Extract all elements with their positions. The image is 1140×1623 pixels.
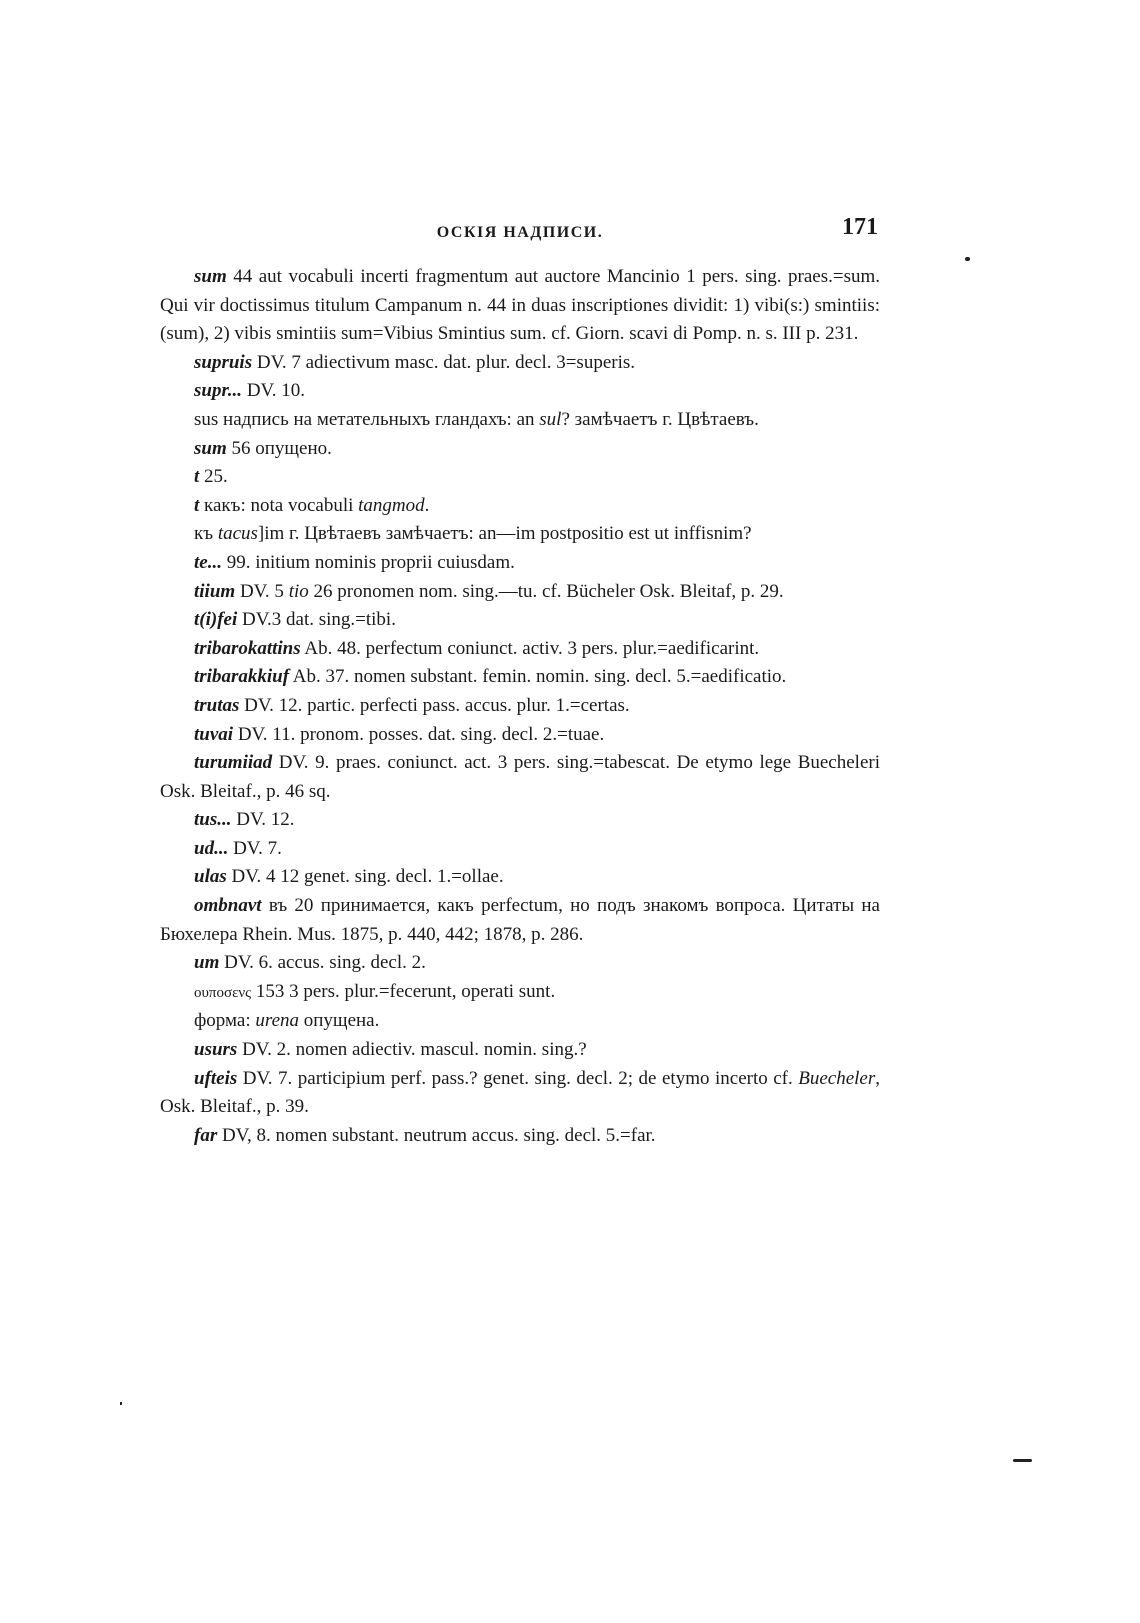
glossary-entry	[160, 749, 880, 806]
glossary-entry	[160, 892, 880, 949]
entry-prefix: къ	[194, 523, 218, 545]
entry-text: DV, 8. nomen substant. neutrum accus. sing. decl. 5.=far.	[217, 1124, 656, 1146]
entry-italic: tacus	[217, 523, 258, 545]
glossary-entry	[160, 721, 880, 750]
entry-text: 99. initium nominis proprii cuiusdam.	[221, 551, 515, 573]
glossary-entry	[160, 863, 880, 892]
entry-headword: t	[194, 494, 200, 516]
entry-text: Ab. 37. nomen substant. femin. nomin. sing. decl. 5.=aedificatio.	[289, 666, 787, 688]
glossary-entry	[160, 435, 880, 464]
entry-suffix: , Osk. Bleitaf., p. 39.	[160, 1067, 880, 1118]
entry-text: DV. 9. praes. coniunct. act. 3 pers. sing.=tabescat. De etymo lege Buecheleri Osk. Bleitaf., p. 46 sq.	[160, 752, 880, 802]
entry-headword: ufteis	[194, 1067, 238, 1089]
glossary-entry	[160, 663, 880, 692]
entry-text: DV.3 dat. sing.=tibi.	[237, 609, 396, 631]
entry-headword: t(i)fei	[194, 609, 238, 631]
entry-text: Ab. 48. perfectum coniunct. activ. 3 pers. plur.=aedificarint.	[300, 637, 760, 659]
entry-headword: sum	[194, 266, 227, 287]
entry-text: DV. 5	[235, 580, 289, 602]
entry-headword: usurs	[194, 1039, 238, 1061]
entry-text: DV. 12. partic. perfecti pass. accus. plur. 1.=certas.	[239, 694, 630, 716]
entry-headword: tribarokattins	[194, 637, 301, 659]
glossary-entry	[160, 406, 880, 435]
entry-text: 25.	[199, 466, 228, 488]
entry-text: DV. 7. participium perf. pass.? genet. sing. decl. 2; de etymo incerto cf.	[237, 1067, 799, 1089]
glossary-entry	[160, 692, 880, 721]
glossary-entry	[160, 835, 880, 864]
glossary-entry	[160, 606, 880, 635]
entry-headword: turumiiad	[194, 752, 273, 774]
entry-italic: tio	[288, 580, 309, 602]
entry-headword: trutas	[194, 694, 240, 716]
glossary-entry	[160, 949, 880, 978]
entry-suffix: 26 pronomen nom. sing.—tu. cf. Bücheler Osk. Bleitaf, p. 29.	[308, 580, 784, 602]
entry-suffix: .	[424, 494, 430, 516]
entry-headword: ulas	[194, 866, 227, 888]
glossary-entry	[160, 349, 880, 378]
glossary-body	[160, 263, 880, 1150]
entry-headword: tus...	[194, 809, 232, 831]
entry-headword: supr...	[194, 380, 243, 402]
glossary-entry	[160, 806, 880, 835]
glossary-entry	[160, 978, 880, 1008]
entry-prefix: sus надпись на метательныхъ гландахъ: an	[194, 408, 540, 430]
entry-text: DV. 7 adiectivum masc. dat. plur. decl. 3=superis.	[252, 351, 636, 373]
entry-headword: supruis	[194, 351, 253, 373]
glossary-entry	[160, 377, 880, 406]
entry-text: DV. 10.	[242, 380, 306, 402]
scan-speck	[1013, 1459, 1032, 1462]
scan-speck	[120, 1402, 122, 1405]
running-title: ОСКІЯ НАДПИСИ.	[436, 224, 604, 241]
entry-text: DV. 7.	[228, 837, 282, 859]
entry-text: опущена.	[299, 1010, 380, 1032]
entry-headword: far	[194, 1124, 218, 1146]
entry-text: DV. 4 12 genet. sing. decl. 1.=ollae.	[226, 866, 504, 888]
glossary-entry	[160, 1007, 880, 1036]
glossary-entry	[160, 549, 880, 578]
entry-italic: sul	[539, 408, 562, 430]
entry-text: DV. 11. pronom. posses. dat. sing. decl. 2.=tuae.	[233, 723, 605, 745]
entry-headword: tribarakkiuf	[194, 666, 290, 688]
entry-text: DV. 6. accus. sing. decl. 2.	[219, 952, 426, 974]
entry-text: DV. 12.	[231, 809, 295, 831]
scan-speck	[965, 257, 970, 261]
glossary-entry	[160, 520, 880, 549]
entry-text: DV. 2. nomen adiectiv. mascul. nomin. sing.?	[237, 1039, 587, 1061]
entry-italic: tangmod	[358, 494, 425, 516]
entry-text: въ 20 принимается, какъ perfectum, но подъ знакомъ вопроса. Цитаты на Бюхелера Rhein. Mus. 1875, p. 440, 442; 1878, p. 286.	[160, 895, 880, 945]
entry-italic: urena	[255, 1010, 300, 1032]
glossary-entry	[160, 492, 880, 521]
entry-text: 56 опущено.	[226, 437, 332, 459]
entry-prefix: форма:	[194, 1010, 256, 1032]
entry-headword: tuvai	[194, 723, 234, 745]
glossary-entry	[160, 578, 880, 607]
page-number: 171	[842, 214, 878, 240]
glossary-entry	[160, 635, 880, 664]
entry-text: ]im г. Цвѣтаевъ замѣчаетъ: an—im postpositio est ut inffisnim?	[257, 523, 752, 545]
entry-headword: ombnavt	[194, 895, 262, 917]
entry-headword: sum	[194, 437, 227, 459]
entry-headword: um	[194, 952, 220, 974]
glossary-entry	[160, 263, 880, 349]
entry-italic: Buecheler	[798, 1067, 876, 1089]
entry-headword: ud...	[194, 837, 229, 859]
entry-text: 44 aut vocabuli incerti fragmentum aut auctore Mancinio 1 pers. sing. praes.=sum. Qui vir doctissimus titulum Campanum n. 44 in duas inscriptiones dividit: 1) vibi(s:) smintiis: (sum), 2) vibis smintiis sum=Vibius Smintius sum. cf. Giorn. scavi di Pomp. n. s. III p. 231.	[160, 266, 880, 345]
entry-headword: tiium	[194, 580, 236, 602]
glossary-entry	[160, 1036, 880, 1065]
glossary-entry	[160, 1065, 880, 1122]
glossary-entry	[160, 463, 880, 492]
page-header	[160, 210, 880, 250]
entry-text: ? замѣчаетъ г. Цвѣтаевъ.	[561, 408, 759, 430]
entry-text: 153 3 pers. plur.=fecerunt, operati sunt.	[251, 980, 556, 1002]
entry-prefix: ουποσενς	[194, 984, 252, 1001]
entry-headword: te...	[194, 551, 222, 573]
entry-headword: t	[194, 466, 200, 488]
glossary-entry	[160, 1122, 880, 1151]
entry-text: какъ: nota vocabuli	[199, 494, 359, 516]
